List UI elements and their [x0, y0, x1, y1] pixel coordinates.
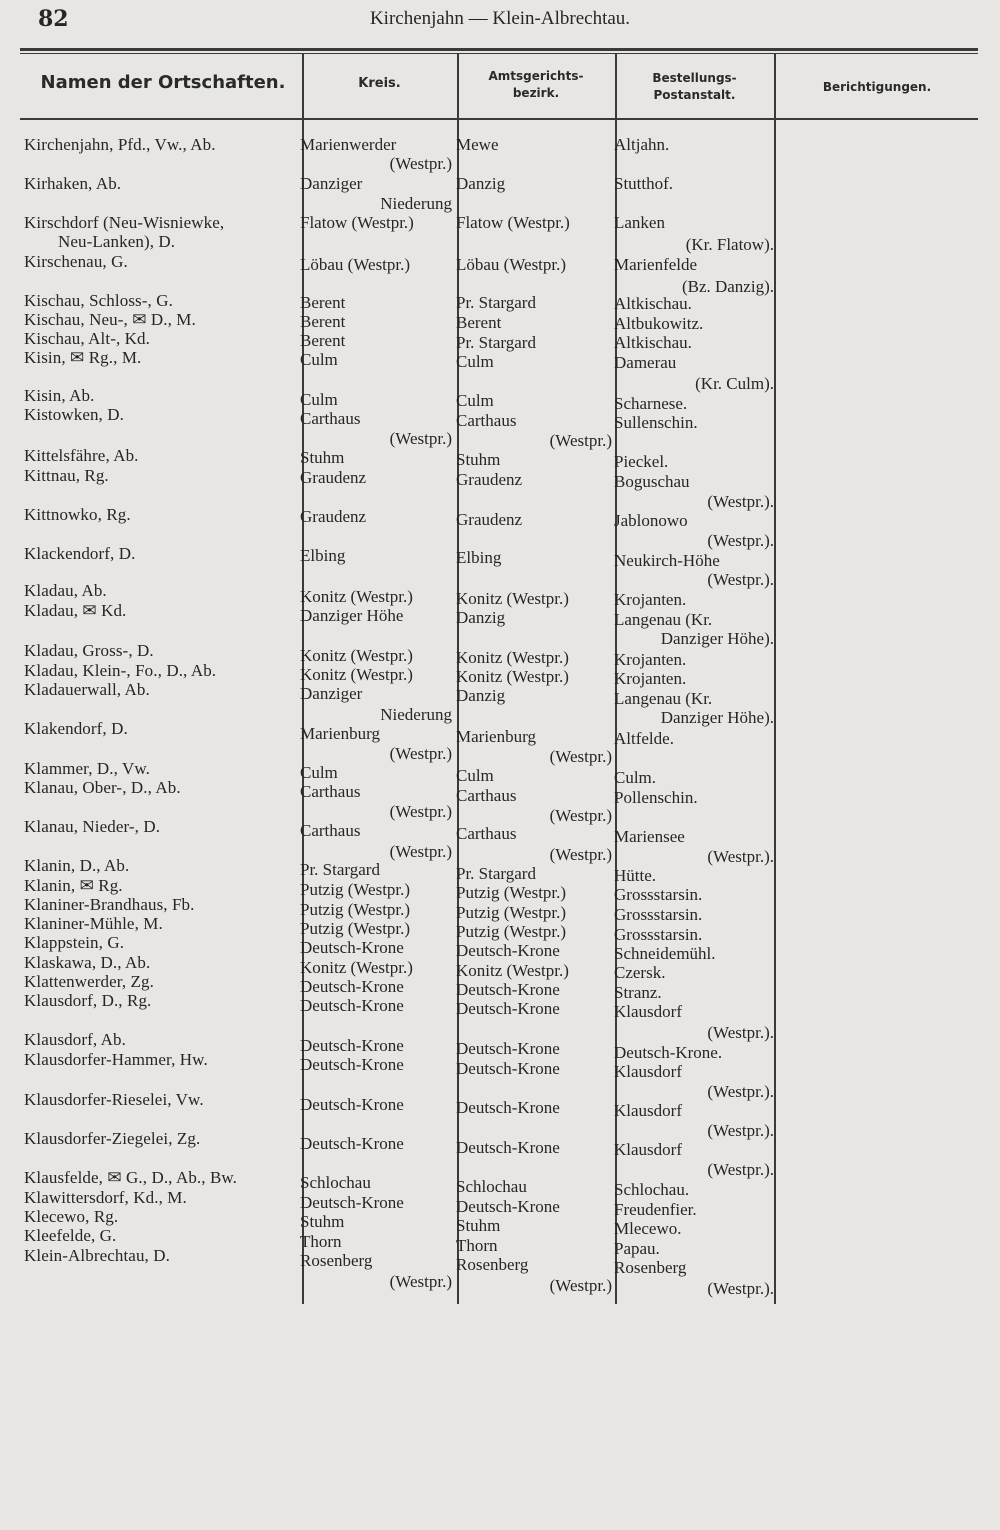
place-name: Klattenwerder, Zg.	[24, 972, 154, 991]
post-cell: Hütte.	[614, 866, 657, 885]
kreis-cell: Deutsch-Krone	[300, 1134, 404, 1153]
top-rule-thin	[20, 53, 978, 54]
kreis-cell: Deutsch-Krone	[300, 938, 404, 957]
amt-cell: Culm	[456, 391, 494, 410]
post-cell: Pollenschin.	[614, 788, 698, 807]
amt-cell: Flatow (Westpr.)	[456, 213, 570, 232]
place-name: Kleefelde, G.	[24, 1226, 117, 1245]
place-name: Klausdorfer-Rieselei, Vw.	[24, 1090, 204, 1109]
place-name: Klammer, D., Vw.	[24, 759, 151, 778]
kreis-cell: Pr. Stargard	[300, 860, 380, 879]
amt-cell: Pr. Stargard	[456, 293, 536, 312]
kreis-cell: Culm	[300, 763, 338, 782]
amt-cell: Deutsch-Krone	[456, 980, 560, 999]
place-name: Klausdorfer-Hammer, Hw.	[24, 1050, 208, 1069]
post-cell: Mariensee	[614, 827, 685, 846]
top-rule-thick	[20, 48, 978, 51]
amt-cell: Mewe	[456, 135, 499, 154]
column-header-amt-line2: bezirk.	[512, 86, 560, 100]
kreis-cell-cont: Niederung	[380, 194, 452, 213]
kreis-cell-cont: (Westpr.)	[389, 1272, 452, 1291]
place-name: Kladauerwall, Ab.	[24, 680, 150, 699]
kreis-cell: Stuhm	[300, 1212, 345, 1231]
kreis-cell: Löbau (Westpr.)	[300, 255, 411, 274]
amt-cell: Konitz (Westpr.)	[456, 648, 569, 667]
place-name: Kladau, ✉ Kd.	[24, 601, 127, 620]
post-cell-cont: (Westpr.).	[707, 1121, 774, 1140]
post-cell: Klausdorf	[614, 1002, 682, 1021]
place-name: Klanin, ✉ Rg.	[24, 876, 123, 895]
amt-cell: Deutsch-Krone	[456, 941, 560, 960]
place-name: Klaniner-Mühle, M.	[24, 914, 163, 933]
post-cell: Klausdorf	[614, 1140, 682, 1159]
amt-cell: Carthaus	[456, 411, 517, 430]
kreis-cell: Carthaus	[300, 409, 361, 428]
kreis-cell: Berent	[300, 331, 346, 350]
amt-cell: Carthaus	[456, 786, 517, 805]
kreis-cell: Deutsch-Krone	[300, 1193, 404, 1212]
amt-cell: Deutsch-Krone	[456, 1039, 560, 1058]
amt-cell: Danzig	[456, 608, 506, 627]
place-name: Klausdorfer-Ziegelei, Zg.	[24, 1129, 201, 1148]
post-cell: Altfelde.	[614, 729, 674, 748]
place-name-cont: Neu-Lanken), D.	[58, 232, 176, 251]
place-name: Kirhaken, Ab.	[24, 174, 122, 193]
amt-cell: Deutsch-Krone	[456, 1059, 560, 1078]
post-cell: Klausdorf	[614, 1062, 682, 1081]
place-name: Kittelsfähre, Ab.	[24, 446, 139, 465]
amt-cell-cont: (Westpr.)	[549, 1276, 612, 1295]
kreis-cell: Danziger Höhe	[300, 606, 404, 625]
amt-cell: Deutsch-Krone	[456, 1098, 560, 1117]
place-name: Kischau, Alt-, Kd.	[24, 329, 150, 348]
kreis-cell: Berent	[300, 293, 346, 312]
post-cell: Altkischau.	[614, 333, 692, 352]
post-cell: Scharnese.	[614, 394, 688, 413]
kreis-cell: Konitz (Westpr.)	[300, 958, 413, 977]
place-name: Klanin, D., Ab.	[24, 856, 130, 875]
post-cell-cont: (Westpr.).	[707, 847, 774, 866]
place-name: Kischau, Neu-, ✉ D., M.	[24, 310, 196, 329]
post-cell: Krojanten.	[614, 650, 687, 669]
amt-cell: Marienburg	[456, 727, 536, 746]
post-cell: Pieckel.	[614, 452, 669, 471]
kreis-cell: Deutsch-Krone	[300, 1095, 404, 1114]
kreis-cell-cont: (Westpr.)	[389, 154, 452, 173]
kreis-cell: Danziger	[300, 684, 363, 703]
amt-cell: Konitz (Westpr.)	[456, 961, 569, 980]
amt-cell: Carthaus	[456, 824, 517, 843]
amt-cell: Deutsch-Krone	[456, 1197, 560, 1216]
amt-cell: Danzig	[456, 174, 506, 193]
post-cell: Schlochau.	[614, 1180, 690, 1199]
place-name: Kisin, ✉ Rg., M.	[24, 348, 142, 367]
amt-cell: Graudenz	[456, 470, 523, 489]
post-cell: Freudenfier.	[614, 1200, 697, 1219]
post-cell: Krojanten.	[614, 590, 687, 609]
post-cell: Mlecewo.	[614, 1219, 682, 1238]
place-name: Kittnau, Rg.	[24, 466, 109, 485]
post-cell: Czersk.	[614, 963, 666, 982]
page-number: 82	[38, 6, 69, 32]
kreis-cell: Elbing	[300, 546, 346, 565]
post-cell: Grossstarsin.	[614, 885, 703, 904]
place-name: Klaskawa, D., Ab.	[24, 953, 151, 972]
post-cell: Langenau (Kr.	[614, 689, 713, 708]
kreis-cell-cont: (Westpr.)	[389, 744, 452, 763]
post-cell: Krojanten.	[614, 669, 687, 688]
column-header-post-line2: Postanstalt.	[653, 88, 736, 102]
post-cell: Altjahn.	[614, 135, 670, 154]
place-name: Klakendorf, D.	[24, 719, 128, 738]
kreis-cell: Carthaus	[300, 782, 361, 801]
post-cell: Altbukowitz.	[614, 314, 704, 333]
post-cell-cont: (Westpr.).	[707, 531, 774, 550]
post-cell: Grossstarsin.	[614, 905, 703, 924]
place-name: Kittnowko, Rg.	[24, 505, 131, 524]
amt-cell: Rosenberg	[456, 1255, 529, 1274]
post-cell-cont: (Westpr.).	[707, 1160, 774, 1179]
amt-cell: Konitz (Westpr.)	[456, 667, 569, 686]
kreis-cell: Danziger	[300, 174, 363, 193]
amt-cell: Deutsch-Krone	[456, 1138, 560, 1157]
column-header-name: Namen der Ortschaften.	[40, 72, 286, 93]
amt-cell: Culm	[456, 352, 494, 371]
post-cell-cont: (Westpr.).	[707, 1279, 774, 1298]
place-name: Klausdorf, Ab.	[24, 1030, 126, 1049]
place-name: Kirschenau, G.	[24, 252, 128, 271]
amt-cell: Schlochau	[456, 1177, 527, 1196]
kreis-cell: Deutsch-Krone	[300, 1036, 404, 1055]
post-cell: Neukirch-Höhe	[614, 551, 720, 570]
column-divider	[774, 54, 776, 1304]
amt-cell: Deutsch-Krone	[456, 999, 560, 1018]
kreis-cell: Deutsch-Krone	[300, 1055, 404, 1074]
kreis-cell: Schlochau	[300, 1173, 371, 1192]
post-cell: Lanken	[614, 213, 665, 232]
kreis-cell: Culm	[300, 390, 338, 409]
place-name: Kischau, Schloss-, G.	[24, 291, 173, 310]
kreis-cell: Deutsch-Krone	[300, 996, 404, 1015]
amt-cell: Pr. Stargard	[456, 333, 536, 352]
header-rule	[20, 118, 978, 120]
amt-cell: Putzig (Westpr.)	[456, 922, 567, 941]
amt-cell: Thorn	[456, 1236, 498, 1255]
place-name: Kisin, Ab.	[24, 386, 95, 405]
place-name: Kistowken, D.	[24, 405, 124, 424]
place-name: Klein-Albrechtau, D.	[24, 1246, 170, 1265]
kreis-cell: Berent	[300, 312, 346, 331]
post-cell-cont: (Kr. Culm).	[695, 374, 774, 393]
post-cell-cont: (Kr. Flatow).	[685, 235, 774, 254]
amt-cell-cont: (Westpr.)	[549, 845, 612, 864]
kreis-cell: Carthaus	[300, 821, 361, 840]
kreis-cell: Konitz (Westpr.)	[300, 587, 413, 606]
amt-cell: Konitz (Westpr.)	[456, 589, 569, 608]
kreis-cell: Marienburg	[300, 724, 380, 743]
place-name: Kirchenjahn, Pfd., Vw., Ab.	[24, 135, 216, 154]
amt-cell: Löbau (Westpr.)	[456, 255, 567, 274]
kreis-cell: Putzig (Westpr.)	[300, 880, 411, 899]
place-name: Klaniner-Brandhaus, Fb.	[24, 895, 195, 914]
kreis-cell: Putzig (Westpr.)	[300, 900, 411, 919]
post-cell: Damerau	[614, 353, 677, 372]
post-cell: Klausdorf	[614, 1101, 682, 1120]
post-cell: Altkischau.	[614, 294, 692, 313]
post-cell-cont: (Westpr.).	[707, 1082, 774, 1101]
amt-cell: Stuhm	[456, 1216, 501, 1235]
post-cell: Schneidemühl.	[614, 944, 716, 963]
post-cell: Papau.	[614, 1239, 660, 1258]
kreis-cell: Graudenz	[300, 507, 367, 526]
kreis-cell-cont: (Westpr.)	[389, 802, 452, 821]
post-cell-cont: Danziger Höhe).	[660, 708, 774, 727]
place-name: Kladau, Klein-, Fo., D., Ab.	[24, 661, 217, 680]
column-header-amtsgerichtsbezirk	[457, 68, 615, 102]
post-cell: Stranz.	[614, 983, 662, 1002]
post-cell: Boguschau	[614, 472, 690, 491]
post-cell-cont: (Westpr.).	[707, 492, 774, 511]
running-head: Kirchenjahn — Klein-Albrechtau.	[369, 8, 631, 29]
place-name: Klappstein, G.	[24, 933, 125, 952]
place-name: Kladau, Ab.	[24, 581, 107, 600]
kreis-cell-cont: Niederung	[380, 705, 452, 724]
amt-cell-cont: (Westpr.)	[549, 747, 612, 766]
kreis-cell: Konitz (Westpr.)	[300, 646, 413, 665]
column-header-berichtigungen: Berichtigungen.	[822, 80, 932, 94]
post-cell-cont: (Bz. Danzig).	[681, 277, 774, 296]
amt-cell: Culm	[456, 766, 494, 785]
kreis-cell: Thorn	[300, 1232, 342, 1251]
amt-cell-cont: (Westpr.)	[549, 806, 612, 825]
amt-cell: Putzig (Westpr.)	[456, 903, 567, 922]
post-cell: Sullenschin.	[614, 413, 698, 432]
place-name: Kirschdorf (Neu-Wisniewke,	[24, 213, 225, 232]
amt-cell: Stuhm	[456, 450, 501, 469]
post-cell-cont: (Westpr.).	[707, 570, 774, 589]
kreis-cell: Rosenberg	[300, 1251, 373, 1270]
post-cell: Deutsch-Krone.	[614, 1043, 723, 1062]
amt-cell: Graudenz	[456, 510, 523, 529]
post-cell: Culm.	[614, 768, 657, 787]
column-header-kreis: Kreis.	[358, 76, 401, 91]
column-header-post-line1: Bestellungs-	[652, 71, 737, 85]
amt-cell: Danzig	[456, 686, 506, 705]
post-cell: Grossstarsin.	[614, 925, 703, 944]
kreis-cell: Culm	[300, 350, 338, 369]
post-cell: Marienfelde	[614, 255, 698, 274]
kreis-cell: Stuhm	[300, 448, 345, 467]
kreis-cell: Putzig (Westpr.)	[300, 919, 411, 938]
kreis-cell-cont: (Westpr.)	[389, 842, 452, 861]
post-cell: Stutthof.	[614, 174, 674, 193]
kreis-cell: Konitz (Westpr.)	[300, 665, 413, 684]
column-header-amt-line1: Amtsgerichts-	[488, 69, 584, 83]
place-name: Klausfelde, ✉ G., D., Ab., Bw.	[24, 1168, 238, 1187]
kreis-cell: Graudenz	[300, 468, 367, 487]
post-cell-cont: (Westpr.).	[707, 1023, 774, 1042]
place-name: Klanau, Ober-, D., Ab.	[24, 778, 181, 797]
place-name: Klanau, Nieder-, D.	[24, 817, 161, 836]
amt-cell: Elbing	[456, 548, 502, 567]
kreis-cell: Flatow (Westpr.)	[300, 213, 414, 232]
place-name: Klausdorf, D., Rg.	[24, 991, 152, 1010]
kreis-cell-cont: (Westpr.)	[389, 429, 452, 448]
post-cell: Langenau (Kr.	[614, 610, 713, 629]
place-name: Klecewo, Rg.	[24, 1207, 119, 1226]
place-name: Klawittersdorf, Kd., M.	[24, 1188, 187, 1207]
kreis-cell: Deutsch-Krone	[300, 977, 404, 996]
column-header-postanstalt	[615, 70, 774, 104]
amt-cell: Berent	[456, 313, 502, 332]
amt-cell: Putzig (Westpr.)	[456, 883, 567, 902]
post-cell: Rosenberg	[614, 1258, 687, 1277]
post-cell: Jablonowo	[614, 511, 688, 530]
kreis-cell: Marienwerder	[300, 135, 397, 154]
place-name: Klackendorf, D.	[24, 544, 136, 563]
place-name: Kladau, Gross-, D.	[24, 641, 154, 660]
post-cell-cont: Danziger Höhe).	[660, 629, 774, 648]
amt-cell: Pr. Stargard	[456, 864, 536, 883]
amt-cell-cont: (Westpr.)	[549, 431, 612, 450]
